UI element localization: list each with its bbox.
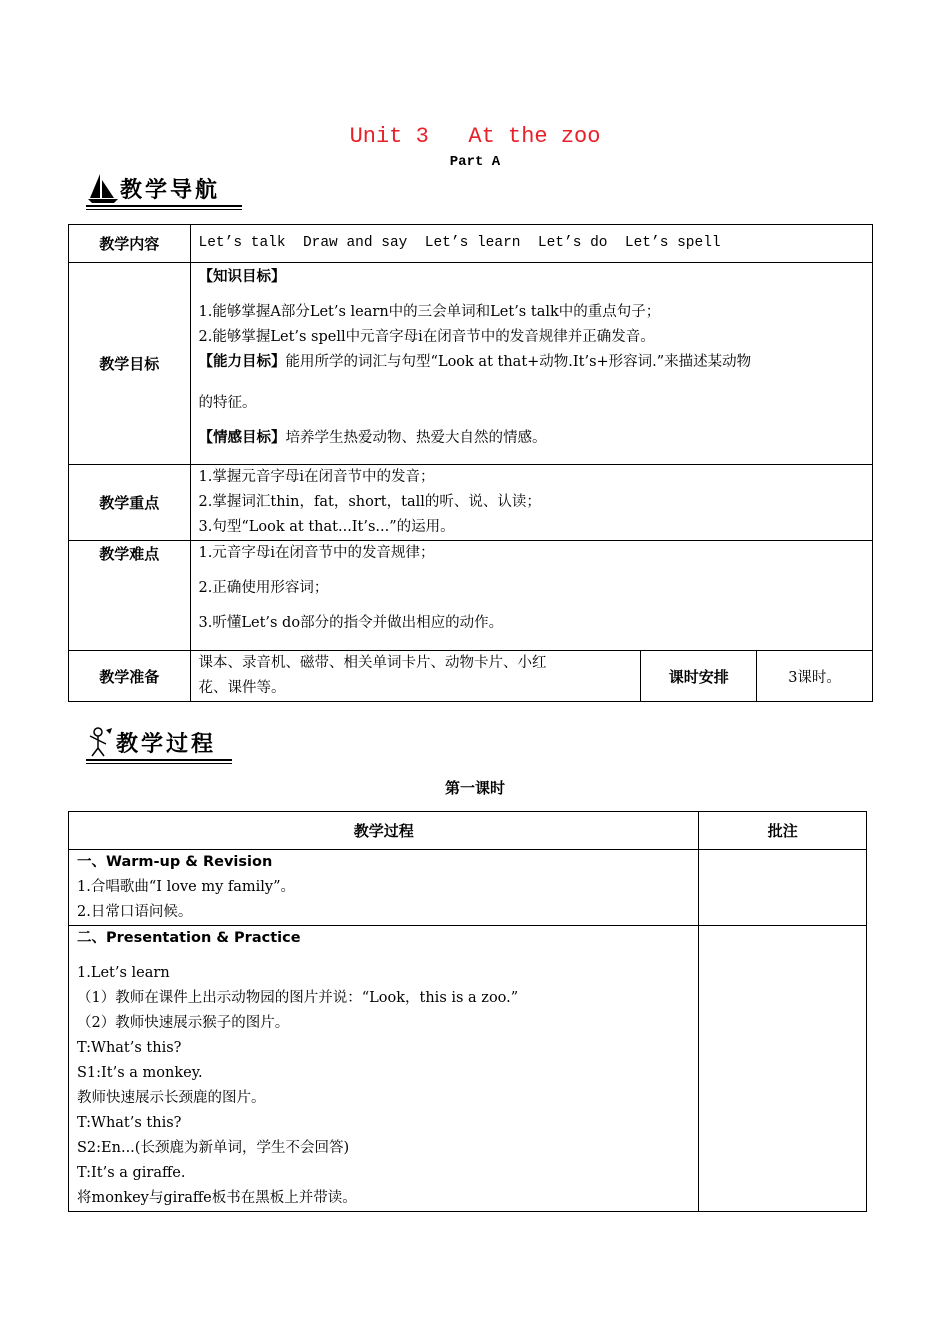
document-title: Unit 3 At the zoo — [349, 124, 601, 149]
section-line: 将monkey与giraffe板书在黑板上并带读。 — [77, 1190, 357, 1206]
teaching-process-table — [68, 811, 867, 1212]
banner-teaching-process — [86, 726, 236, 758]
document-subtitle: Part A — [449, 154, 501, 170]
ability-goal-heading: 【能力目标】 — [198, 354, 286, 370]
sailboat-icon — [86, 172, 120, 204]
section-line: S2:En...(长颈鹿为新单词，学生不会回答) — [77, 1140, 350, 1156]
difficult-point: 1.元音字母i在闭音节中的发音规律； — [198, 545, 435, 561]
knowledge-goal-2: 2.能够掌握Let’s spell中元音字母i在闭音节中的发音规律并正确发音。 — [198, 329, 655, 345]
notes-column-header: 批注 — [699, 812, 867, 850]
section-line: 1.合唱歌曲“I love my family”。 — [77, 879, 296, 895]
difficult-point: 2.正确使用形容词； — [198, 580, 329, 596]
difficult-point: 3.听懂Let’s do部分的指令并做出相应的动作。 — [198, 615, 504, 631]
content-value: Let’s talk Draw and say Let’s learn Let’s do Let’s spell — [198, 235, 721, 251]
section-line: 1.Let’s learn — [77, 965, 170, 981]
notes-cell — [699, 850, 867, 926]
process-column-header: 教学过程 — [69, 812, 699, 850]
teaching-plan-table — [68, 224, 873, 702]
section-line: T:What’s this? — [77, 1115, 182, 1131]
ability-goal-continued: 的特征。 — [198, 395, 257, 411]
lesson-title: 第一课时 — [444, 779, 505, 797]
preparation-line-1: 课本、录音机、磁带、相关单词卡片、动物卡片、小红 — [198, 655, 547, 671]
figure-icon — [86, 726, 116, 758]
key-point: 3.句型“Look at that...It’s...”的运用。 — [198, 519, 455, 535]
emotion-goal-heading: 【情感目标】 — [198, 430, 286, 446]
emotion-goal — [191, 426, 872, 451]
section-line: （1）教师在课件上出示动物园的图片并说：“Look，this is a zoo.” — [77, 990, 519, 1006]
content-label: 教学内容 — [69, 225, 191, 263]
key-points-label: 教学重点 — [69, 465, 191, 541]
knowledge-goal-1: 1.能够掌握A部分Let’s learn中的三会单词和Let’s talk中的重点句子； — [198, 304, 661, 320]
key-point: 1.掌握元音字母i在闭音节中的发音； — [198, 469, 435, 485]
section-line: 2.日常口语问候。 — [77, 904, 193, 920]
key-point: 2.掌握词汇thin，fat，short，tall的听、说、认读； — [198, 494, 541, 510]
difficult-points-label: 教学难点 — [69, 541, 191, 651]
preparation-label: 教学准备 — [69, 651, 191, 702]
knowledge-goal-heading: 【知识目标】 — [198, 269, 286, 285]
section-line: T:What’s this? — [77, 1040, 182, 1056]
section-line: T:It’s a giraffe. — [77, 1165, 186, 1181]
banner-teaching-guide-label: 教学导航 — [120, 178, 221, 203]
section-heading: 二、Presentation & Practice — [77, 930, 301, 946]
goals-label: 教学目标 — [69, 263, 191, 465]
ability-goal-text: 能用所学的词汇与句型“Look at that+动物.It’s+形容词.”来描述某动物 — [285, 354, 752, 370]
preparation-line-2: 花、课件等。 — [198, 680, 286, 696]
section-line: （2）教师快速展示猴子的图片。 — [77, 1015, 290, 1031]
schedule-label: 课时安排 — [641, 651, 757, 702]
schedule-value: 3课时。 — [757, 651, 873, 702]
notes-cell — [699, 926, 867, 1212]
section-line: S1:It’s a monkey. — [77, 1065, 203, 1081]
banner-teaching-process-label: 教学过程 — [116, 732, 217, 757]
emotion-goal-text: 培养学生热爱动物、热爱大自然的情感。 — [285, 430, 547, 446]
section-heading: 一、Warm-up & Revision — [77, 854, 273, 870]
ability-goal — [191, 350, 872, 375]
banner-teaching-guide — [86, 172, 246, 204]
section-line: 教师快速展示长颈鹿的图片。 — [77, 1090, 266, 1106]
